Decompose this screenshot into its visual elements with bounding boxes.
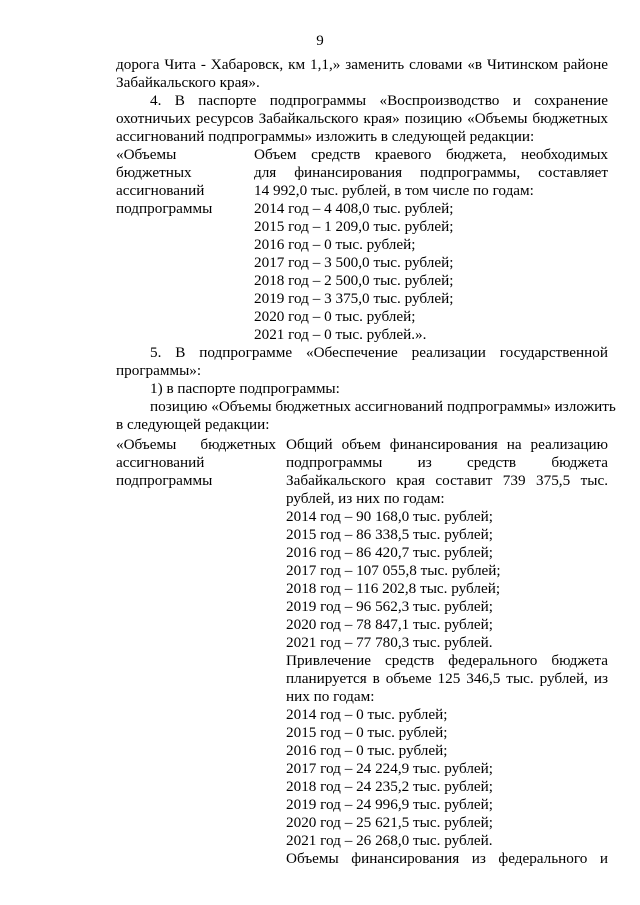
table2-right-line: 2020 год – 78 847,1 тыс. рублей; <box>286 616 494 633</box>
item4-line: охотничьих ресурсов Забайкальского края» позицию «Объемы бюджетных <box>116 110 608 127</box>
table2-right-line: 2018 год – 116 202,8 тыс. рублей; <box>286 580 501 597</box>
table1-right-line: 2018 год – 2 500,0 тыс. рублей; <box>254 272 454 289</box>
table2-left-line: «Объемы бюджетных <box>116 436 276 453</box>
item4-line: ассигнований подпрограммы» изложить в следующей редакции: <box>116 128 535 145</box>
table1-right-line: 2016 год – 0 тыс. рублей; <box>254 236 416 253</box>
table2-left-line: ассигнований <box>116 454 205 471</box>
table1-right-line: 2021 год – 0 тыс. рублей.». <box>254 326 427 343</box>
table2-right-line: 2020 год – 25 621,5 тыс. рублей; <box>286 814 494 831</box>
table1-right-line: 2014 год – 4 408,0 тыс. рублей; <box>254 200 454 217</box>
table2-right-line: планируется в объеме 125 346,5 тыс. рублей, из <box>286 670 608 687</box>
table1-left-line: бюджетных <box>116 164 192 181</box>
table1-right-line: для финансирования подпрограммы, составляет <box>254 164 608 181</box>
item5-line: позицию «Объемы бюджетных ассигнований подпрограммы» изложить <box>150 398 616 415</box>
table2-right-line: 2016 год – 86 420,7 тыс. рублей; <box>286 544 494 561</box>
table2-right-line: 2021 год – 26 268,0 тыс. рублей. <box>286 832 493 849</box>
item5-line: программы»: <box>116 362 202 379</box>
table2-right-line: них по годам: <box>286 688 375 705</box>
table2-right-line: 2014 год – 90 168,0 тыс. рублей; <box>286 508 494 525</box>
table2-right-line: 2018 год – 24 235,2 тыс. рублей; <box>286 778 494 795</box>
table2-left-line: подпрограммы <box>116 472 213 489</box>
table2-right-line: Объемы финансирования из федерального и <box>286 850 608 867</box>
item5-line: в следующей редакции: <box>116 416 270 433</box>
page-number: 9 <box>316 33 324 49</box>
table2-right-line: рублей, из них по годам: <box>286 490 445 507</box>
table2-right-line: 2015 год – 86 338,5 тыс. рублей; <box>286 526 494 543</box>
intro-line: Забайкальского края». <box>116 74 260 91</box>
table2-right-line: 2016 год – 0 тыс. рублей; <box>286 742 448 759</box>
table1-right-line: 2019 год – 3 375,0 тыс. рублей; <box>254 290 454 307</box>
table2-right-line: 2015 год – 0 тыс. рублей; <box>286 724 448 741</box>
table2-right-line: Привлечение средств федерального бюджета <box>286 652 608 669</box>
table2-right-line: 2017 год – 24 224,9 тыс. рублей; <box>286 760 494 777</box>
table2-right-line: 2019 год – 24 996,9 тыс. рублей; <box>286 796 494 813</box>
table1-right-line: 14 992,0 тыс. рублей, в том числе по годам: <box>254 182 534 199</box>
table2-right-line: Забайкальского края составит 739 375,5 тыс. <box>286 472 608 489</box>
table1-right-line: 2017 год – 3 500,0 тыс. рублей; <box>254 254 454 271</box>
table2-right-line: Общий объем финансирования на реализацию <box>286 436 608 453</box>
table2-right-line: 2017 год – 107 055,8 тыс. рублей; <box>286 562 501 579</box>
item5-line: 1) в паспорте подпрограммы: <box>150 380 340 397</box>
table2-right-line: 2021 год – 77 780,3 тыс. рублей. <box>286 634 493 651</box>
table1-right-line: 2015 год – 1 209,0 тыс. рублей; <box>254 218 454 235</box>
item4-line: 4. В паспорте подпрограммы «Воспроизводство и сохранение <box>150 92 608 109</box>
table2-right-line: 2019 год – 96 562,3 тыс. рублей; <box>286 598 494 615</box>
item5-line: 5. В подпрограмме «Обеспечение реализации государственной <box>150 344 608 361</box>
table1-left-line: «Объемы <box>116 146 177 163</box>
table2-right-line: 2014 год – 0 тыс. рублей; <box>286 706 448 723</box>
table1-left-line: ассигнований <box>116 182 205 199</box>
table2-right-line: подпрограммы из средств бюджета <box>286 454 608 471</box>
table1-right-line: 2020 год – 0 тыс. рублей; <box>254 308 416 325</box>
intro-line: дорога Чита - Хабаровск, км 1,1,» заменить словами «в Читинском районе <box>116 56 608 73</box>
table1-right-line: Объем средств краевого бюджета, необходимых <box>254 146 608 163</box>
table1-left-line: подпрограммы <box>116 200 213 217</box>
